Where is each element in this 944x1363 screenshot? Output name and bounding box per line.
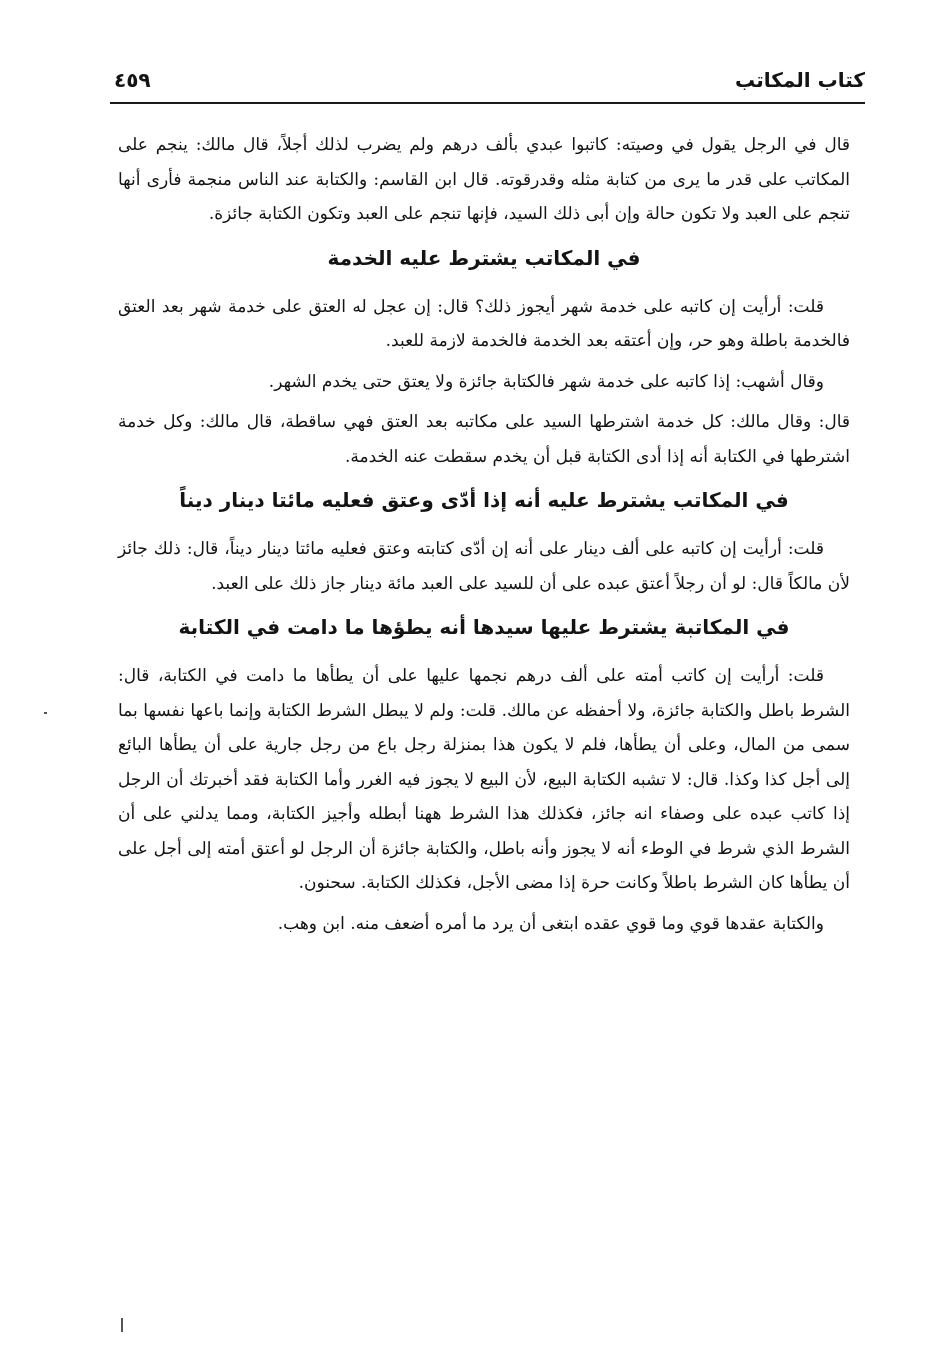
running-title: كتاب المكاتب [735, 68, 865, 92]
paragraph-service-month: قلت: أرأيت إن كاتبه على خدمة شهر أيجوز ذلك؟ قال: إن عجل له العتق على خدمة شهر بعد العتق فالخدمة باطلة وهو حر، وإن أعتقه بعد الخدمة فالخدمة لازمة للعبد. [118, 296, 850, 351]
scan-mark [121, 1318, 123, 1332]
section-heading-slave-woman: في المكاتبة يشترط عليها سيدها أنه يطؤها ما دامت في الكتابة [178, 615, 790, 639]
section-heading-service-condition: في المكاتب يشترط عليه الخدمة [327, 245, 641, 270]
section-heading-two-hundred-dinars: في المكاتب يشترط عليه أنه إذا أدّى وعتق فعليه مائتا دينار ديناً [179, 488, 789, 512]
page-header [110, 62, 865, 104]
paragraph-ibn-wahb: والكتابة عقدها قوي وما قوي عقده ابتغى أن يرد ما أمره أضعف منه. ابن وهب. [277, 913, 824, 934]
paragraph-ashhab: وقال أشهب: إذا كاتبه على خدمة شهر فالكتابة جائزة ولا يعتق حتى يخدم الشهر. [268, 371, 824, 392]
paragraph-malik-service: قال: وقال مالك: كل خدمة اشترطها السيد على مكاتبه بعد العتق فهي ساقطة، قال مالك: وكل خدمة اشترطها في الكتابة أنه إذا أدى الكتابة قبل أن يخدم سقطت عنه الخدمة. [118, 412, 850, 467]
page-number: ٤٥٩ [114, 68, 151, 92]
paragraph-thousand-dirhams: قلت: أرأيت إن كاتب أمته على ألف درهم نجمها عليها على أن يطأها ما دامت في الكتابة، قال: الشرط باطل والكتابة جائزة، ولا أحفظه عن مالك. قلت: ولم لا يبطل الشرط الكتابة وإنما باعها نفسها بما سمى من المال، وعلى أن يطأها، فلم لا يكون هذا بمنزلة رجل باع من رجل جارية على أن يطأها البائع إلى أجل كذا وكذا. قال: لا تشبه الكتابة البيع، لأن البيع لا يجوز فيه الغرر وأما الكتابة فقد أخبرتك أن الرجل إذا كاتب عبده على وصفاء انه جائز، فكذلك هذا الشرط ههنا أبطله وأجيز الكتابة، ومما يدلني على أن الشرط الذي شرط في الوطء أنه لا يجوز وأنه باطل، والكتابة جائزة أن الرجل لو أعتق أمته إلى أجل على أن يطأها كان الشرط باطلاً وكانت حرة إذا مضى الأجل، فكذلك الكتابة. سحنون. [118, 666, 851, 893]
paragraph-will-installments: قال في الرجل يقول في وصيته: كاتبوا عبدي بألف درهم ولم يضرب لذلك أجلاً، قال مالك: ينجم على المكاتب على قدر ما يرى من كتابة مثله وقدرقوته. قال ابن القاسم: والكتابة عند الناس منجمة فأرى أنها تنجم على العبد ولا تكون حالة وإن أبى ذلك السيد، فإنها تنجم على العبد وتكون الكتابة جائزة. [118, 135, 850, 224]
scan-mark [44, 712, 47, 714]
paragraph-thousand-dinars: قلت: أرأيت إن كاتبه على ألف دينار على أنه إن أدّى كتابته وعتق فعليه مائتا دينار ديناً، قال: ذلك جائز لأن مالكاً قال: لو أن رجلاً أعتق عبده على أن للسيد على العبد مائة دينار جاز ذلك على العبد. [118, 539, 850, 594]
page-body [118, 128, 850, 947]
